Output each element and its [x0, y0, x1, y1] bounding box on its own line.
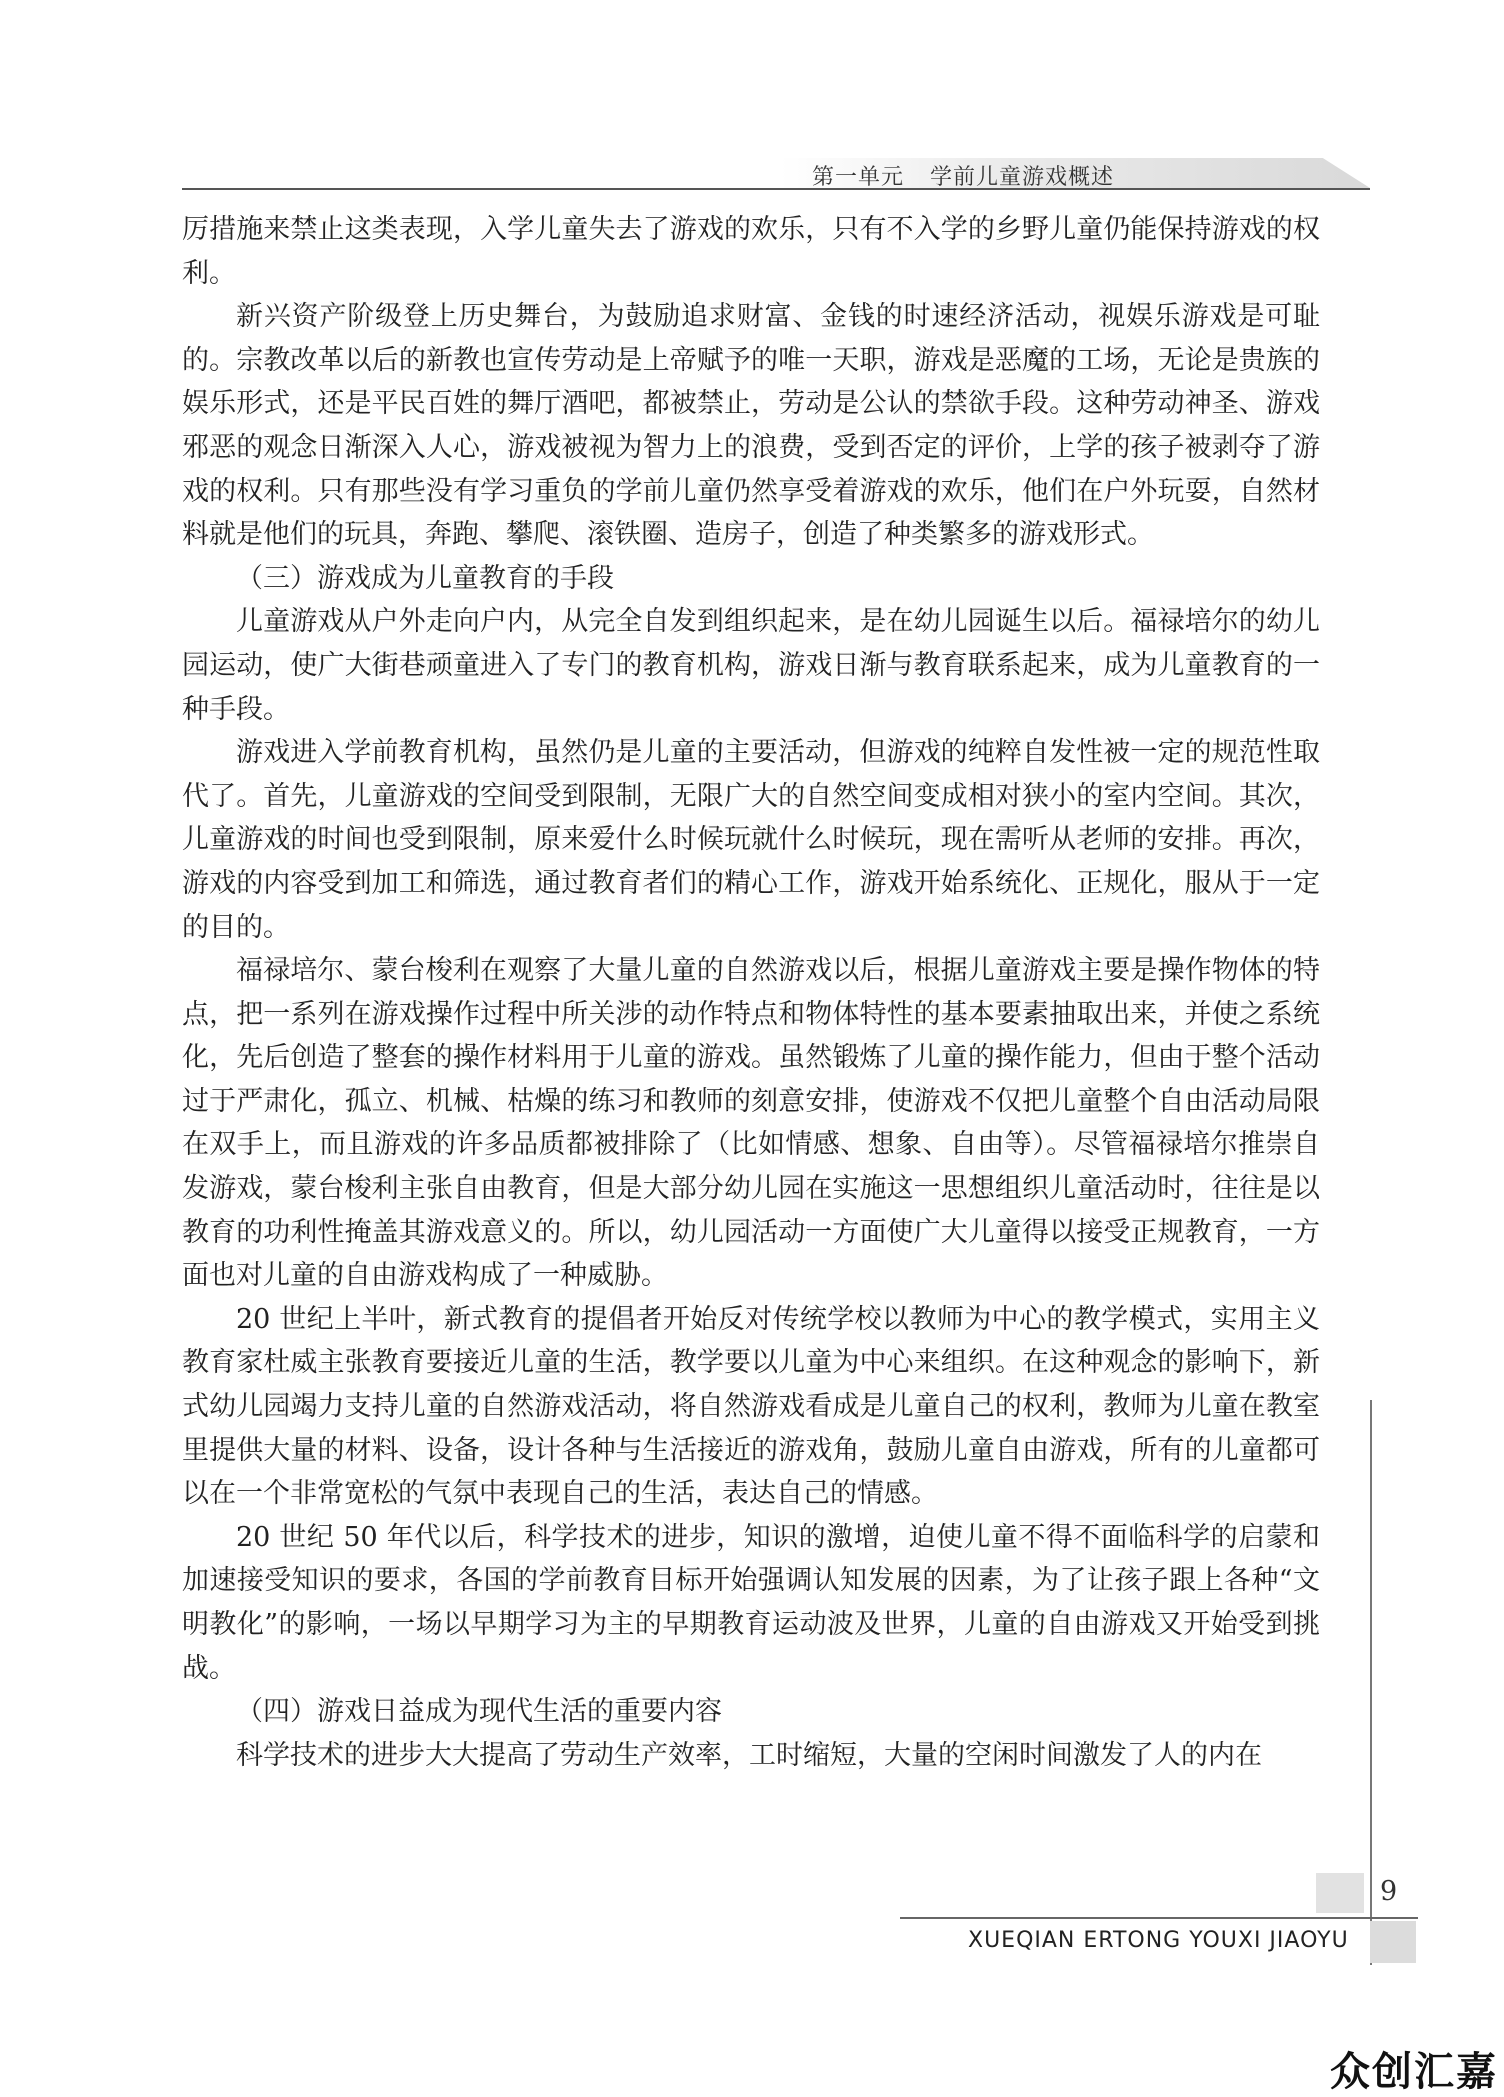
paragraph: 新兴资产阶级登上历史舞台，为鼓励追求财富、金钱的时速经济活动，视娱乐游戏是可耻的。宗教改革以后的新教也宣传劳动是上帝赋予的唯一天职，游戏是恶魔的工场，无论是贵族的娱乐形式，还是平民百姓的舞厅酒吧，都被禁止，劳动是公认的禁欲手段。这种劳动神圣、游戏邪恶的观念日渐深入人心，游戏被视为智力上的浪费，受到否定的评价，上学的孩子被剥夺了游戏的权利。只有那些没有学习重负的学前儿童仍然享受着游戏的欢乐，他们在户外玩耍，自然材料就是他们的玩具，奔跑、攀爬、滚铁圈、造房子，创造了种类繁多的游戏形式。	[182, 301, 1320, 551]
section-heading: （四）游戏日益成为现代生活的重要内容	[236, 1696, 722, 1728]
section-heading: （三）游戏成为儿童教育的手段	[236, 562, 614, 594]
footer-rule	[900, 1917, 1418, 1919]
page-body	[182, 208, 1320, 1777]
paragraph: 游戏进入学前教育机构，虽然仍是儿童的主要活动，但游戏的纯粹自发性被一定的规范性取代了。首先，儿童游戏的空间受到限制，无限广大的自然空间变成相对狭小的室内空间。其次，儿童游戏的时间也受到限制，原来爱什么时候玩就什么时候玩，现在需听从老师的安排。再次，游戏的内容受到加工和筛选，通过教育者们的精心工作，游戏开始系统化、正规化，服从于一定的目的。	[182, 737, 1320, 943]
header-chapter-title: 学前儿童游戏概述	[930, 165, 1115, 190]
paragraph: 20 世纪上半叶，新式教育的提倡者开始反对传统学校以教师为中心的教学模式，实用主义教育家杜威主张教育要接近儿童的生活，教学要以儿童为中心来组织。在这种观念的影响下，新式幼儿园竭力支持儿童的自然游戏活动，将自然游戏看成是儿童自己的权利，教师为儿童在教室里提供大量的材料、设备，设计各种与生活接近的游戏角，鼓励儿童自由游戏，所有的儿童都可以在一个非常宽松的气氛中表现自己的生活，表达自己的情感。	[182, 1303, 1320, 1510]
paragraph: 福禄培尔、蒙台梭利在观察了大量儿童的自然游戏以后，根据儿童游戏主要是操作物体的特点，把一系列在游戏操作过程中所关涉的动作特点和物体特性的基本要素抽取出来，并使之系统化，先后创造了整套的操作材料用于儿童的游戏。虽然锻炼了儿童的操作能力，但由于整个活动过于严肃化，孤立、机械、枯燥的练习和教师的刻意安排，使游戏不仅把儿童整个自由活动局限在双手上，而且游戏的许多品质都被排除了（比如情感、想象、自由等）。尽管福禄培尔推崇自发游戏，蒙台梭利主张自由教育，但是大部分幼儿园在实施这一思想组织儿童活动时，往往是以教育的功利性掩盖其游戏意义的。所以，幼儿园活动一方面使广大儿童得以接受正规教育，一方面也对儿童的自由游戏构成了一种威胁。	[182, 955, 1320, 1292]
series-title: XUEQIAN ERTONG YOUXI JIAOYU	[968, 1928, 1349, 1953]
paragraph: 20 世纪 50 年代以后，科学技术的进步，知识的激增，迫使儿童不得不面临科学的启蒙和加速接受知识的要求，各国的学前教育目标开始强调认知发展的因素，为了让孩子跟上各种“文明教化”的影响，一场以早期学习为主的早期教育运动波及世界，儿童的自由游戏又开始受到挑战。	[182, 1521, 1320, 1684]
paragraph: 科学技术的进步大大提高了劳动生产效率，工时缩短，大量的空闲时间激发了人的内在	[236, 1739, 1262, 1771]
corner-shade	[1316, 1873, 1364, 1913]
header-title	[812, 160, 1114, 191]
paragraph: 儿童游戏从户外走向户内，从完全自发到组织起来，是在幼儿园诞生以后。福禄培尔的幼儿园运动，使广大街巷顽童进入了专门的教育机构，游戏日渐与教育联系起来，成为儿童教育的一种手段。	[182, 606, 1320, 725]
running-header	[182, 158, 1370, 190]
watermark-logo: 众创汇嘉	[1330, 2049, 1498, 2095]
header-unit: 第一单元	[812, 165, 905, 190]
corner-shade	[1370, 1921, 1416, 1963]
page-number: 9	[1380, 1876, 1398, 1907]
paragraph: 厉措施来禁止这类表现，入学儿童失去了游戏的欢乐，只有不入学的乡野儿童仍能保持游戏的权利。	[182, 214, 1320, 289]
